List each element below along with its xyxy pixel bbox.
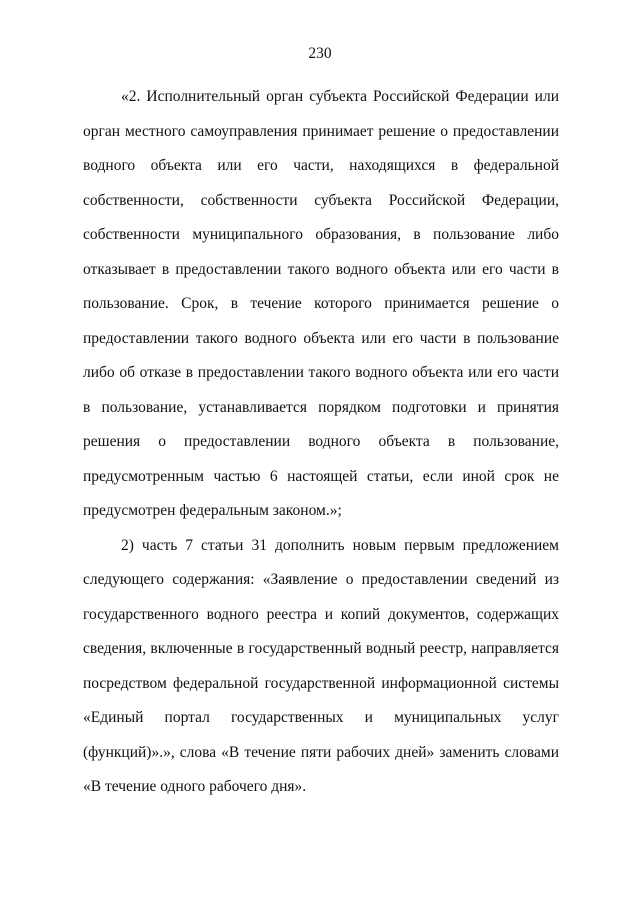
document-body xyxy=(83,80,559,805)
paragraph-clause-2: «2. Исполнительный орган субъекта Российской Федерации или орган местного самоуправления принимает решение о предоставлении водного объекта или его части, находящихся в федеральной собственности, собственности субъекта Российской Федерации, собственности муниципального образования, в пользование либо отказывает в предоставлении такого водного объекта или его части в пользование. Срок, в течение которого принимается решение о предоставлении такого водного объекта или его части в пользование либо об отказе в предоставлении такого водного объекта или его части в пользование, устанавливается порядком подготовки и принятия решения о предоставлении водного объекта в пользование, предусмотренным частью 6 настоящей статьи, если иной срок не предусмотрен федеральным законом.»; xyxy=(83,88,559,519)
paragraph-item-2: 2) часть 7 статьи 31 дополнить новым первым предложением следующего содержания: «Заявление о предоставлении сведений из государственного водного реестра и копий документов, содержащих сведения, включенные в государственный водный реестр, направляется посредством федеральной государственной информационной системы «Единый портал государственных и муниципальных услуг (функций)».», слова «В течение пяти рабочих дней» заменить словами «В течение одного рабочего дня». xyxy=(83,536,559,795)
page-number: 230 xyxy=(308,45,332,62)
